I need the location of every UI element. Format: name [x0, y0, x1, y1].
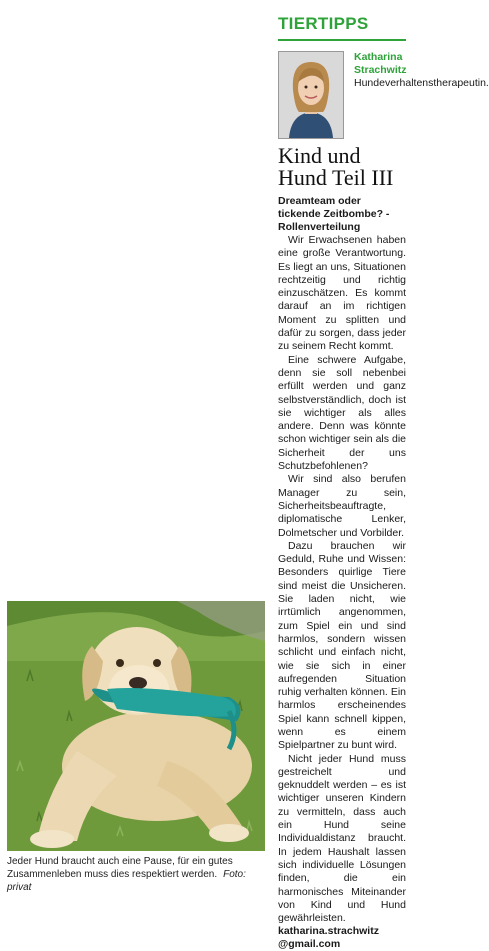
article-column — [278, 12, 489, 951]
author-info — [354, 51, 489, 90]
headline-line-2: Hund Teil III — [278, 165, 394, 190]
email-line-1: katharina.strachwitz — [278, 925, 379, 938]
body-paragraph: Wir sind also berufen Manager zu sein, Sicherheitsbeauftragte, diplomatische Lenker, Dolmetscher und Vorbilder. — [278, 473, 406, 539]
article-headline — [278, 145, 406, 189]
body-paragraph: Dazu brauchen wir Geduld, Ruhe und Wissen: Besonders quirlige Tiere sind meist die Unsicheren. Sie laden nicht, wie irrtümlich angenommen, zum Spiel ein und sind harmlos, sondern wissen schlicht und einfach nicht, wie sie sich in einer aufregenden Situation ruhig verhalten können. Ein harmlos erscheinendes Spiel kann schnell kippen, wenn es einem Spielpartner zu bunt wird. — [278, 539, 406, 752]
body-paragraph: Eine schwere Aufgabe, denn sie soll nebenbei erfüllt werden und ganz selbstverständlich, doch ist sie wichtiger als alles andere. Denn was könnte schon wichtiger sein als die Sicherheit der uns Schutzbefohlenen? — [278, 353, 406, 473]
author-role-text: Hundeverhaltenstherapeutin. — [354, 77, 489, 89]
article-body — [278, 234, 406, 925]
photo-caption — [7, 855, 269, 894]
author-box — [278, 51, 489, 143]
section-rubric: TIERTIPPS — [278, 12, 406, 41]
dog-with-toy-illustration — [7, 601, 265, 851]
photo-credit: Foto: privat — [7, 869, 246, 893]
caption-text: Jeder Hund braucht auch eine Pause, für ein gutes Zusammenleben muss dies respektiert werden. — [7, 856, 233, 880]
headline-line-1: Kind und — [278, 143, 361, 168]
author-role — [354, 77, 489, 90]
body-paragraph: Nicht jeder Hund muss gestreichelt und geknuddelt werden – es ist wichtiger unseren Kindern zu vermitteln, dass auch ein Hund seine Individualdistanz braucht. In jedem Haushalt lassen sich individuelle Lösungen finden, die ein harmonisches Miteinander von Kind und Hund gewährleisten. — [278, 752, 406, 925]
email-line-2: @gmail.com — [278, 938, 341, 951]
dog-photo — [7, 601, 265, 851]
portrait-illustration — [279, 52, 343, 138]
author-portrait — [278, 51, 344, 139]
body-paragraph: Wir Erwachsenen haben eine große Verantwortung. Es liegt an uns, Situationen rechtzeitig und richtig einzuschätzen. Es kommt darauf an im richtigen Moment zu splitten und dafür zu sorgen, dass jeder zu seinem Recht kommt. — [278, 234, 406, 353]
article-lead: Dreamteam oder tickende Zeitbombe? - Rollenverteilung — [278, 195, 390, 233]
author-name: Katharina Strachwitz — [354, 51, 407, 76]
author-email[interactable] — [278, 925, 406, 951]
